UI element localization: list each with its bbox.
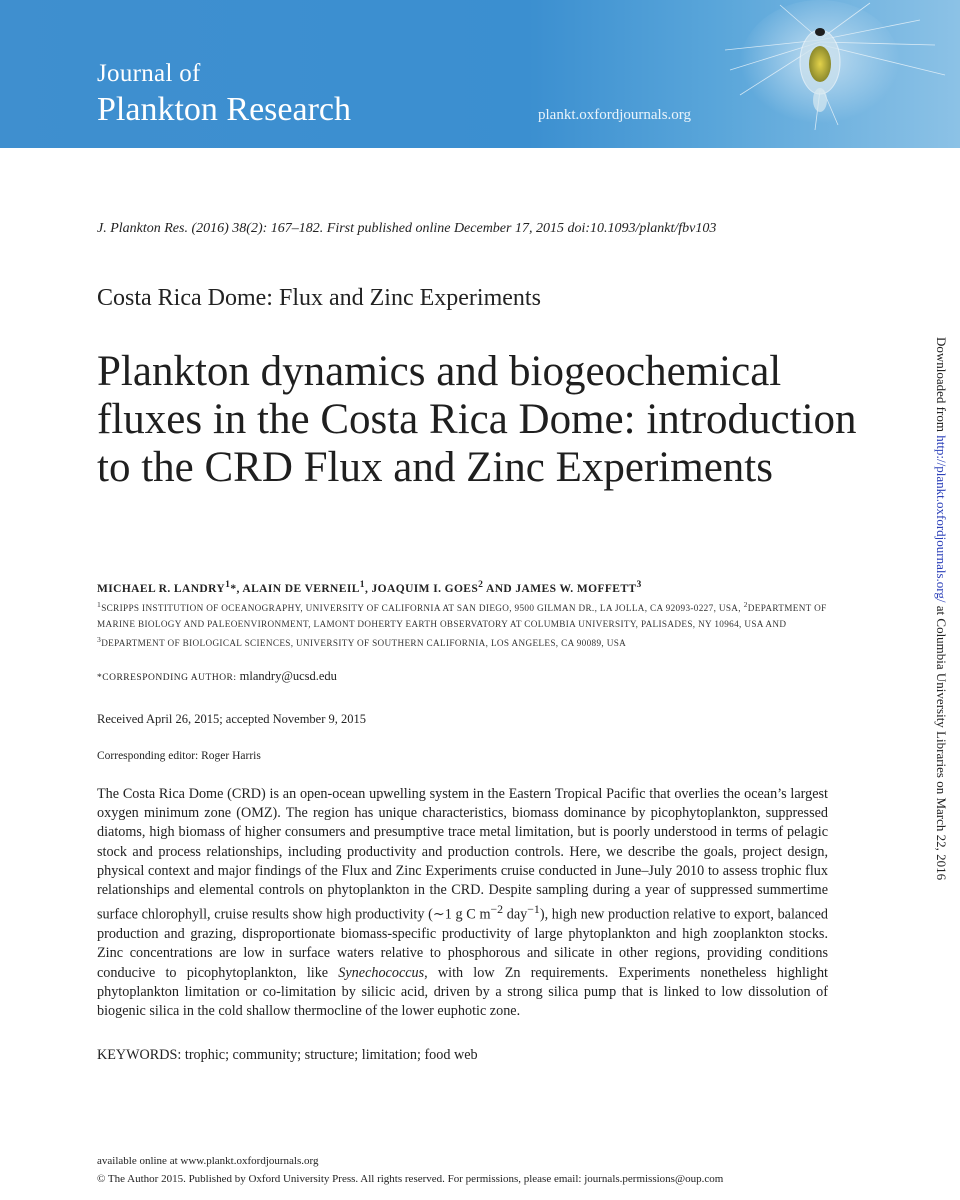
download-source-link[interactable]: http://plankt.oxfordjournals.org/ (934, 435, 949, 603)
author-affiliation-mark: 3 (636, 579, 642, 590)
abstract-text: The Costa Rica Dome (CRD) is an open-ocean upwelling system in the Eastern Tropical Pacific that overlies the ocean’s largest oxygen minimum zone (OMZ). The region has unique characteristics, biomass dominance by picophytoplankton, suppressed diatoms, high biomass of higher consumers and presumptive trace metal limitation, but is poorly understood in terms of pelagic stock and process relationships, including productivity and production controls. Here, we describe the goals, project design, physical context and major findings of the Flux and Zinc Experiments cruise conducted in June–July 2010 to assess trophic flux relationships and elemental controls on phytoplankton in the CRD. Despite sampling during a year of suppressed summertime surface chlorophyll, cruise results show high productivity (∼1 g C m (97, 786, 828, 923)
corresponding-author-label: *CORRESPONDING AUTHOR: (97, 673, 237, 683)
abstract (97, 785, 828, 1021)
author-name: AND JAMES W. MOFFETT (483, 582, 637, 595)
affiliation-mark: 2 (743, 600, 748, 609)
footer-availability: available online at www.plankt.oxfordjournals.org (97, 1155, 319, 1167)
plankton-illustration (720, 0, 960, 148)
author-name: , JOAQUIM I. GOES (364, 582, 479, 595)
download-watermark-suffix: at Columbia University Libraries on March 22, 2016 (934, 602, 949, 881)
abstract-exponent: −1 (527, 902, 540, 917)
affiliation-mark: 3 (97, 635, 102, 645)
corresponding-mark: * (230, 582, 237, 595)
corresponding-author-email[interactable]: mlandry@ucsd.edu (236, 669, 337, 683)
keywords: KEYWORDS: trophic; community; structure; limitation; food web (97, 1047, 478, 1063)
article-title: Plankton dynamics and biogeochemical fluxes in the Costa Rica Dome: introduction to the CRD Flux and Zinc Experiments (97, 348, 857, 491)
affiliations (97, 597, 837, 651)
affiliation-text: DEPARTMENT OF MARINE BIOLOGY AND PALEOENVIRONMENT, LAMONT DOHERTY EARTH OBSERVATORY AT COLUMBIA UNIVERSITY, PALISADES, NY 10964, USA AND (97, 603, 827, 630)
author-affiliation-mark: 1 (225, 579, 231, 590)
abstract-species-name: Synechococcus (338, 964, 425, 981)
journal-url[interactable]: plankt.oxfordjournals.org (538, 107, 692, 123)
abstract-text: , with low Zn requirements. Experiments nonetheless highlight phytoplankton limitation or co-limitation by silicic acid, driven by a strong silica pump that is linked to low dissolution of biogenic silica in the cold shallow thermocline of the lower euphotic zone. (97, 964, 828, 1019)
abstract-text: ), high new production relative to export, balanced production and grazing, disproportionate biomass-specific productivity of large phytoplankton and high zooplankton stocks. Zinc concentrations are low in surface waters relative to phosphorous and silicate in other regions, providing conditions conducive to picophytoplankton, like (97, 906, 828, 981)
author-affiliation-mark: 2 (478, 579, 484, 590)
abstract-text: day (503, 906, 528, 923)
received-dates: Received April 26, 2015; accepted November 9, 2015 (97, 712, 367, 726)
journal-name-line2: Plankton Research (97, 91, 351, 128)
journal-banner (0, 0, 960, 148)
journal-name-line1: Journal of (97, 60, 201, 87)
corresponding-editor: Corresponding editor: Roger Harris (97, 750, 261, 762)
corresponding-author (97, 669, 337, 684)
author-list (97, 579, 642, 595)
affiliation-mark: 1 (97, 600, 102, 609)
affiliation-text: SCRIPPS INSTITUTION OF OCEANOGRAPHY, UNIVERSITY OF CALIFORNIA AT SAN DIEGO, 9500 GILMAN DR., LA JOLLA, CA 92093-0227, USA, (101, 603, 744, 614)
affiliation-text: DEPARTMENT OF BIOLOGICAL SCIENCES, UNIVERSITY OF SOUTHERN CALIFORNIA, LOS ANGELES, CA 90089, USA (101, 638, 627, 649)
section-title: Costa Rica Dome: Flux and Zinc Experiments (97, 285, 541, 311)
author-affiliation-mark: 1 (359, 579, 365, 590)
author-name: MICHAEL R. LANDRY (97, 582, 226, 595)
download-watermark-prefix: Downloaded from (934, 337, 949, 436)
abstract-exponent: −2 (490, 902, 504, 917)
footer-copyright: © The Author 2015. Published by Oxford University Press. All rights reserved. For permissions, please email: journals.permissions@oup.com (97, 1173, 724, 1185)
author-name: , ALAIN DE VERNEIL (236, 582, 360, 595)
citation-line: J. Plankton Res. (2016) 38(2): 167–182. First published online December 17, 2015 doi:10.1093/plankt/fbv103 (97, 221, 717, 236)
download-watermark (933, 337, 949, 880)
